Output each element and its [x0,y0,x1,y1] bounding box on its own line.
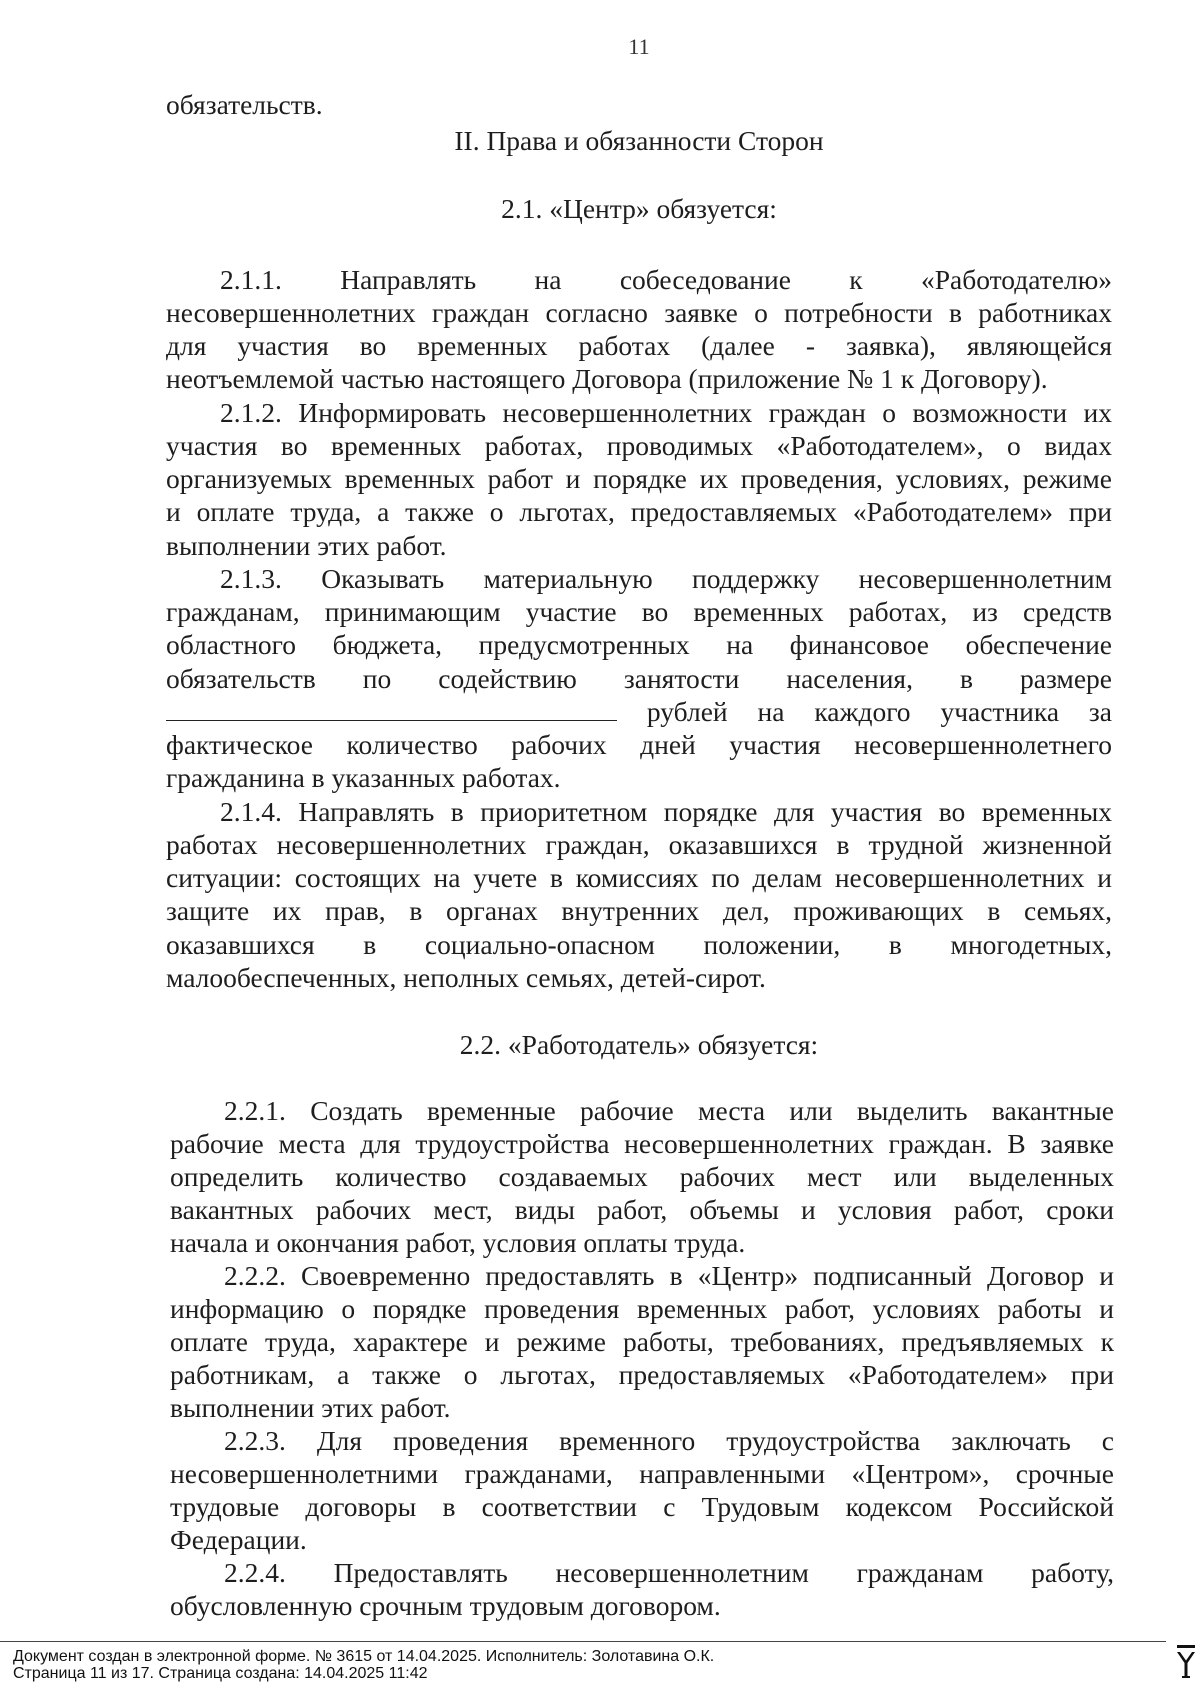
amount-blank-field [166,700,617,721]
text-line: 2.1.2. Информировать несовершеннолетних граждан о возможности их [220,396,1112,428]
text-line: фактическое количество рабочих дней участия несовершеннолетнего [166,729,1112,760]
text-line: и оплате труда, а также о льготах, предоставляемых «Работодателем» при [166,496,1112,528]
text-line: для участия во временных работах (далее - заявка), являющейся [166,330,1112,361]
emblem-icon [1174,1645,1198,1679]
text-line: оказавшихся в социально-опасном положении, в многодетных, [166,928,1112,960]
text-line: информацию о порядке проведения временных работ, условиях работы и [170,1293,1114,1324]
preface-line: обязательств. [166,89,323,120]
text-line: 2.1.4. Направлять в приоритетном порядке для участия во временных [220,795,1112,827]
text-line: участия во временных работах, проводимых «Работодателем», о видах [166,429,1112,461]
subsection-heading-2-1: 2.1. «Центр» обязуется: [501,193,777,224]
amount-line [166,695,1112,728]
clause-2-1-4 [166,795,1112,995]
text-line: работникам, а также о льготах, предоставляемых «Работодателем» при [170,1359,1114,1390]
text-line: гражданам, принимающим участие во временных работах, из средств [166,596,1112,627]
footer-page-info: Страница 11 из 17. Страница создана: 14.04.2025 11:42 [13,1664,428,1682]
text-line: 2.2.2. Своевременно предоставлять в «Центр» подписанный Договор и [224,1260,1114,1291]
text-line: 2.2.1. Создать временные рабочие места или выделить вакантные [224,1095,1114,1126]
text-line: малообеспеченных, неполных семьях, детей-сирот. [166,961,766,993]
footer-divider [0,1641,1166,1642]
text-line: Федерации. [170,1524,307,1555]
section-title: II. Права и обязанности Сторон [454,125,824,156]
text-line: начала и окончания работ, условия оплаты труда. [170,1227,746,1258]
amount-line-text: рублей на каждого участника за [646,695,1112,727]
clause-2-2-3 [170,1424,1114,1556]
clause-2-1-1 [166,263,1112,396]
subsection-2-1-body [166,263,1112,995]
footer-creation-info: Документ создан в электронной форме. № 3615 от 14.04.2025. Исполнитель: Золотавина О.К. [13,1647,715,1665]
text-line: 2.1.3. Оказывать материальную поддержку несовершеннолетним [220,562,1112,594]
text-line: гражданина в указанных работах. [166,762,561,794]
subsection-heading-2-2: 2.2. «Работодатель» обязуется: [459,1029,819,1060]
clause-2-2-1 [170,1094,1114,1259]
clause-2-1-3 [166,562,1112,795]
text-line: защите их прав, в органах внутренних дел, проживающих в семьях, [166,895,1112,927]
text-line: неотъемлемой частью настоящего Договора (приложение № 1 к Договору). [166,363,1048,395]
text-line: выполнении этих работ. [170,1392,451,1423]
page-number: 11 [628,34,650,59]
text-line: 2.2.4. Предоставлять несовершеннолетним гражданам работу, [224,1557,1114,1588]
text-line: ситуации: состоящих на учете в комиссиях по делам несовершеннолетних и [166,862,1112,893]
clause-2-2-4 [170,1556,1114,1622]
document-footer [13,1648,714,1682]
text-line: 2.1.1. Направлять на собеседование к «Работодателю» [220,263,1112,295]
text-line: рабочие места для трудоустройства несовершеннолетних граждан. В заявке [170,1128,1114,1159]
clause-2-1-2 [166,396,1112,562]
text-line: обязательств по содействию занятости населения, в размере [166,662,1112,694]
text-line: организуемых временных работ и порядке их проведения, условиях, режиме [166,463,1112,494]
text-line: вакантных рабочих мест, виды работ, объемы и условия работ, сроки [170,1194,1114,1225]
text-line: трудовые договоры в соответствии с Трудовым кодексом Российской [170,1491,1114,1522]
subsection-2-2-body [170,1094,1114,1622]
clause-2-2-2 [170,1259,1114,1424]
text-line: 2.2.3. Для проведения временного трудоустройства заключать с [224,1425,1114,1456]
text-line: несовершеннолетними гражданами, направленными «Центром», срочные [170,1458,1114,1489]
text-line: определить количество создаваемых рабочих мест или выделенных [170,1161,1114,1192]
text-line: оплате труда, характере и режиме работы, требованиях, предъявляемых к [170,1326,1114,1357]
text-line: обусловленную срочным трудовым договором. [170,1590,721,1621]
text-line: несовершеннолетних граждан согласно заявке о потребности в работниках [166,296,1112,328]
text-line: работах несовершеннолетних граждан, оказавшихся в трудной жизненной [166,828,1112,860]
text-line: выполнении этих работ. [166,529,447,561]
text-line: областного бюджета, предусмотренных на финансовое обеспечение [166,629,1112,661]
